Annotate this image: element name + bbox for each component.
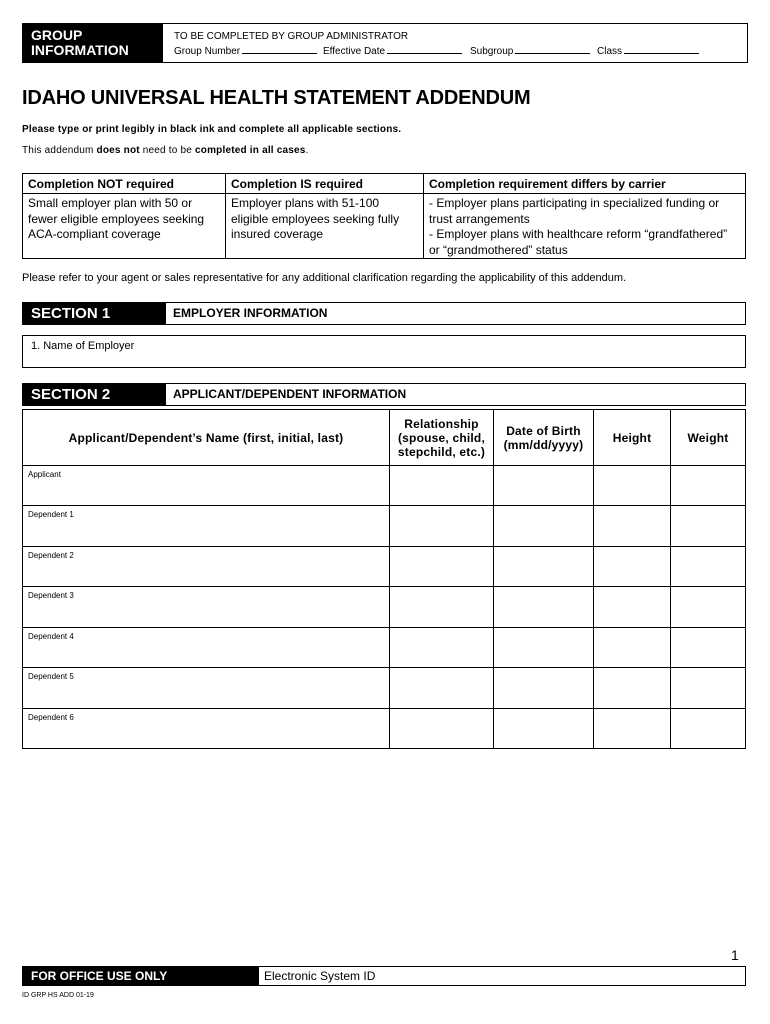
page-number: 1	[731, 947, 739, 963]
office-use-label: FOR OFFICE USE ONLY	[23, 967, 258, 985]
subgroup-field[interactable]	[470, 44, 590, 57]
section2-label: APPLICANT/DEPENDENT INFORMATION	[173, 387, 407, 401]
group-info-box	[22, 23, 748, 63]
completion-table	[22, 173, 746, 259]
column-header: Completion NOT required	[23, 174, 225, 194]
document-title: IDAHO UNIVERSAL HEALTH STATEMENT ADDENDUM	[22, 87, 531, 109]
column-header: Completion IS required	[226, 174, 423, 194]
section1-label: EMPLOYER INFORMATION	[173, 306, 328, 320]
height-column-header: Height	[612, 430, 652, 445]
column-body-line: - Employer plans with healthcare reform “grandfathered” or “grandmothered” status	[429, 227, 728, 257]
column-body: Small employer plan with 50 or fewer eligible employees seeking ACA-compliant coverage	[28, 196, 205, 241]
instruction-completion: This addendum does not need to be completed in all cases.	[22, 145, 309, 156]
name-column-header: Applicant/Dependent’s Name (first, initial, last)	[68, 430, 344, 445]
applicant-table	[22, 409, 746, 749]
column-body: Employer plans with 51-100 eligible employees seeking fully insured coverage	[231, 196, 400, 241]
weight-column-header: Weight	[687, 430, 729, 445]
office-use-bar	[22, 966, 746, 986]
dob-column-header: Date of Birth (mm/dd/yyyy)	[503, 423, 584, 452]
table-row: Dependent 5	[28, 672, 74, 681]
effective-date-label: Effective Date	[323, 46, 386, 57]
table-row: Dependent 6	[28, 713, 74, 722]
column-body-line: - Employer plans participating in specialized funding or trust arrangements	[429, 196, 720, 226]
class-label: Class	[597, 46, 623, 57]
employer-name-field[interactable]	[22, 335, 746, 368]
form-code: ID GRP HS ADD 01-19	[22, 992, 94, 999]
completion-required-column	[226, 174, 424, 258]
completion-not-required-column	[23, 174, 226, 258]
column-body	[424, 194, 745, 258]
group-number-label: Group Number	[174, 46, 241, 57]
group-info-heading	[23, 24, 163, 62]
electronic-system-id-field[interactable]: Electronic System ID	[264, 969, 376, 983]
table-row: Dependent 2	[28, 551, 74, 560]
section2-number: SECTION 2	[23, 384, 166, 405]
table-row: Dependent 3	[28, 591, 74, 600]
group-number-field[interactable]	[174, 44, 317, 57]
column-header: Completion requirement differs by carrier	[424, 174, 745, 194]
table-row: Dependent 4	[28, 632, 74, 641]
completion-differs-column	[424, 174, 745, 258]
admin-note: TO BE COMPLETED BY GROUP ADMINISTRATOR	[174, 31, 409, 42]
section1-bar	[22, 302, 746, 325]
group-info-heading-line2: INFORMATION	[31, 42, 129, 58]
relationship-column-header: Relationship (spouse, child, stepchild, etc.)	[397, 416, 486, 459]
subgroup-label: Subgroup	[470, 46, 514, 57]
employer-name-label: 1. Name of Employer	[31, 340, 135, 352]
table-row: Applicant	[28, 470, 61, 479]
instruction-ink: Please type or print legibly in black ink and complete all applicable sections.	[22, 124, 402, 135]
effective-date-field[interactable]	[323, 44, 462, 57]
section1-number: SECTION 1	[23, 303, 166, 324]
section2-bar	[22, 383, 746, 406]
table-row: Dependent 1	[28, 510, 74, 519]
class-field[interactable]	[597, 44, 699, 57]
refer-note: Please refer to your agent or sales representative for any additional clarification regarding the applicability of this addendum.	[22, 272, 627, 284]
group-info-heading-line1: GROUP	[31, 27, 83, 43]
